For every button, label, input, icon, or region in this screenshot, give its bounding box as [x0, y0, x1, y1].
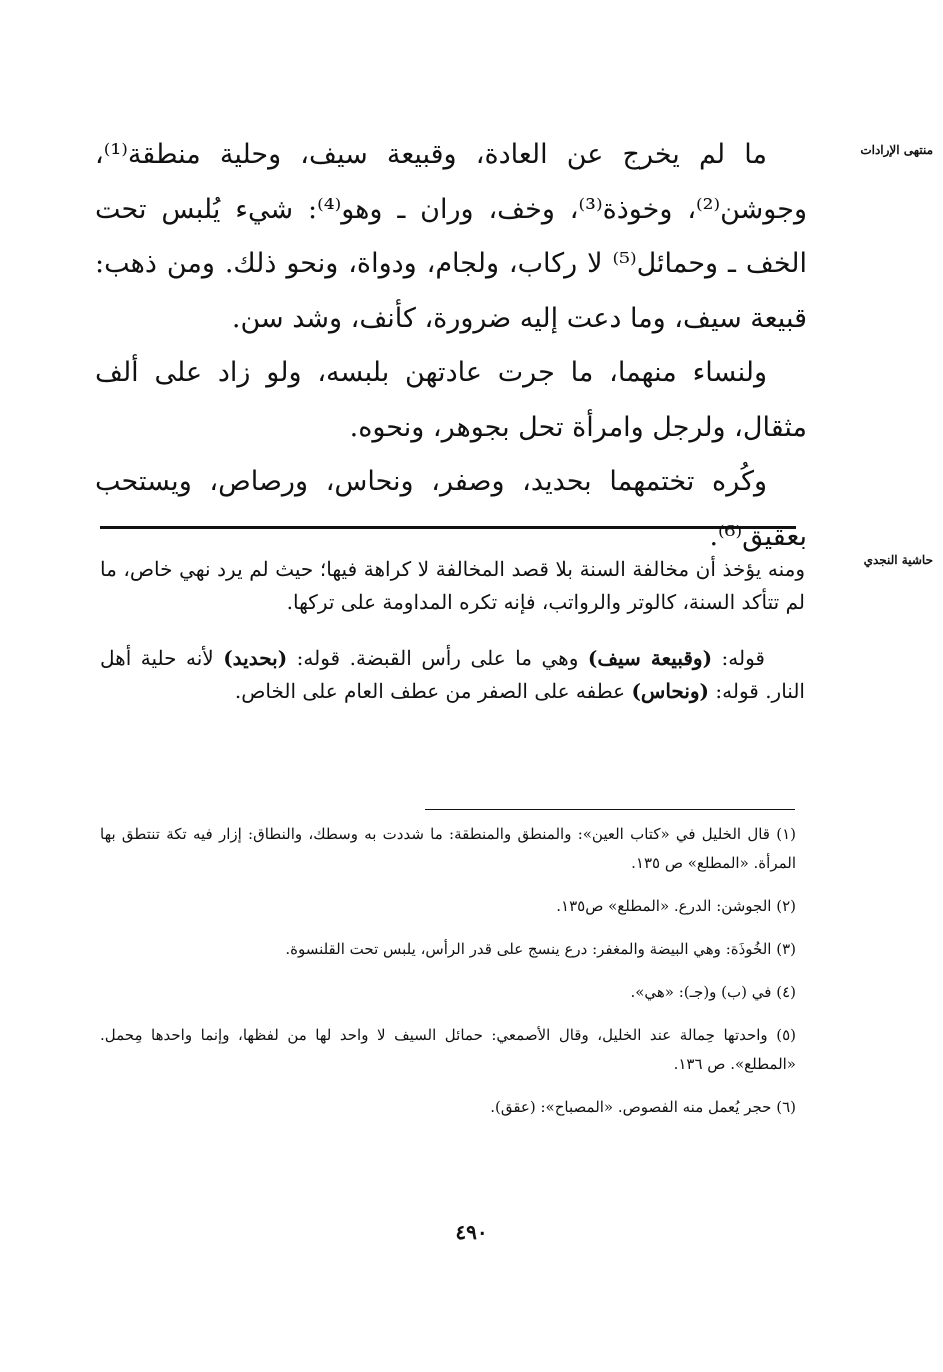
footnote: (٥) واحدتها حِمالة عند الخليل، وقال الأصمعي: حمائل السيف لا واحد لها من لفظها، وإنما واحدها مِحمل. «المطلع». ص ١٣٦.	[100, 1026, 796, 1073]
commentary-term: (بحديد)	[223, 646, 288, 670]
footnotes	[100, 820, 796, 1136]
margin-label-main-text: منتهى الإرادات	[860, 143, 933, 157]
footnote: (٦) حجر يُعمل منه الفصوص. «المصباح»: (عقق).	[490, 1098, 796, 1116]
footnote: (٤) في (ب) و(جـ): «هي».	[630, 983, 796, 1001]
commentary-paragraph	[100, 642, 805, 708]
main-paragraph: ما لم يخرج عن العادة، وقبيعة سيف، وحلية منطقة⁽¹⁾، وجوشن⁽²⁾، وخوذة⁽³⁾، وخف، وران ـ وهو⁽⁴⁾: شيء يُلبس تحت الخف ـ وحمائل⁽⁵⁾ لا ركاب، ولجام، ودواة، ونحو ذلك. ومن ذهب: قبيعة سيف، وما دعت إليه ضرورة، كأنف، وشد سن.	[95, 139, 808, 334]
footnote: (١) قال الخليل في «كتاب العين»: والمنطق والمنطقة: ما شددت به وسطك، والنطاق: إزار فيه تكة تنتطق بها المرأة. «المطلع» ص ١٣٥.	[100, 825, 796, 872]
commentary-text: لأنه حلية أهل النار. قوله:	[100, 646, 805, 703]
page-number: ٤٩٠	[455, 1220, 488, 1244]
commentary-text: قوله:	[712, 646, 765, 670]
commentary-paragraph: ومنه يؤخذ أن مخالفة السنة بلا قصد المخالفة لا كراهة فيها؛ حيث لم يرد نهي خاص، ما لم تتأكد السنة، كالوتر والرواتب، فإنه تكره المداومة على تركها.	[100, 557, 805, 614]
commentary	[100, 553, 805, 708]
commentary-term: (ونحاس)	[631, 679, 710, 703]
footnote: (٢) الجوشن: الدرع. «المطلع» ص١٣٥.	[556, 897, 796, 915]
main-text	[95, 128, 807, 564]
main-paragraph: وكُره تختمهما بحديد، وصفر، ونحاس، ورصاص، ويستحب بعقيق⁽⁶⁾.	[95, 466, 807, 552]
margin-label-commentary: حاشية النجدي	[863, 553, 933, 567]
section-divider	[100, 526, 796, 529]
footnote: (٣) الخُوذَة: وهي البيضة والمغفر: درع ينسج على قدر الرأس، يلبس تحت القلنسوة.	[285, 940, 796, 958]
commentary-text: عطفه على الصفر من عطف العام على الخاص.	[234, 679, 632, 703]
commentary-term: (وقبيعة سيف)	[587, 646, 713, 670]
main-paragraph: ولنساء منهما، ما جرت عادتهن بلبسه، ولو زاد على ألف مثقال، ولرجل وامرأة تحل بجوهر، ونحوه.	[95, 357, 807, 443]
commentary-text: وهي ما على رأس القبضة. قوله:	[287, 646, 588, 670]
footnote-divider	[425, 809, 795, 810]
